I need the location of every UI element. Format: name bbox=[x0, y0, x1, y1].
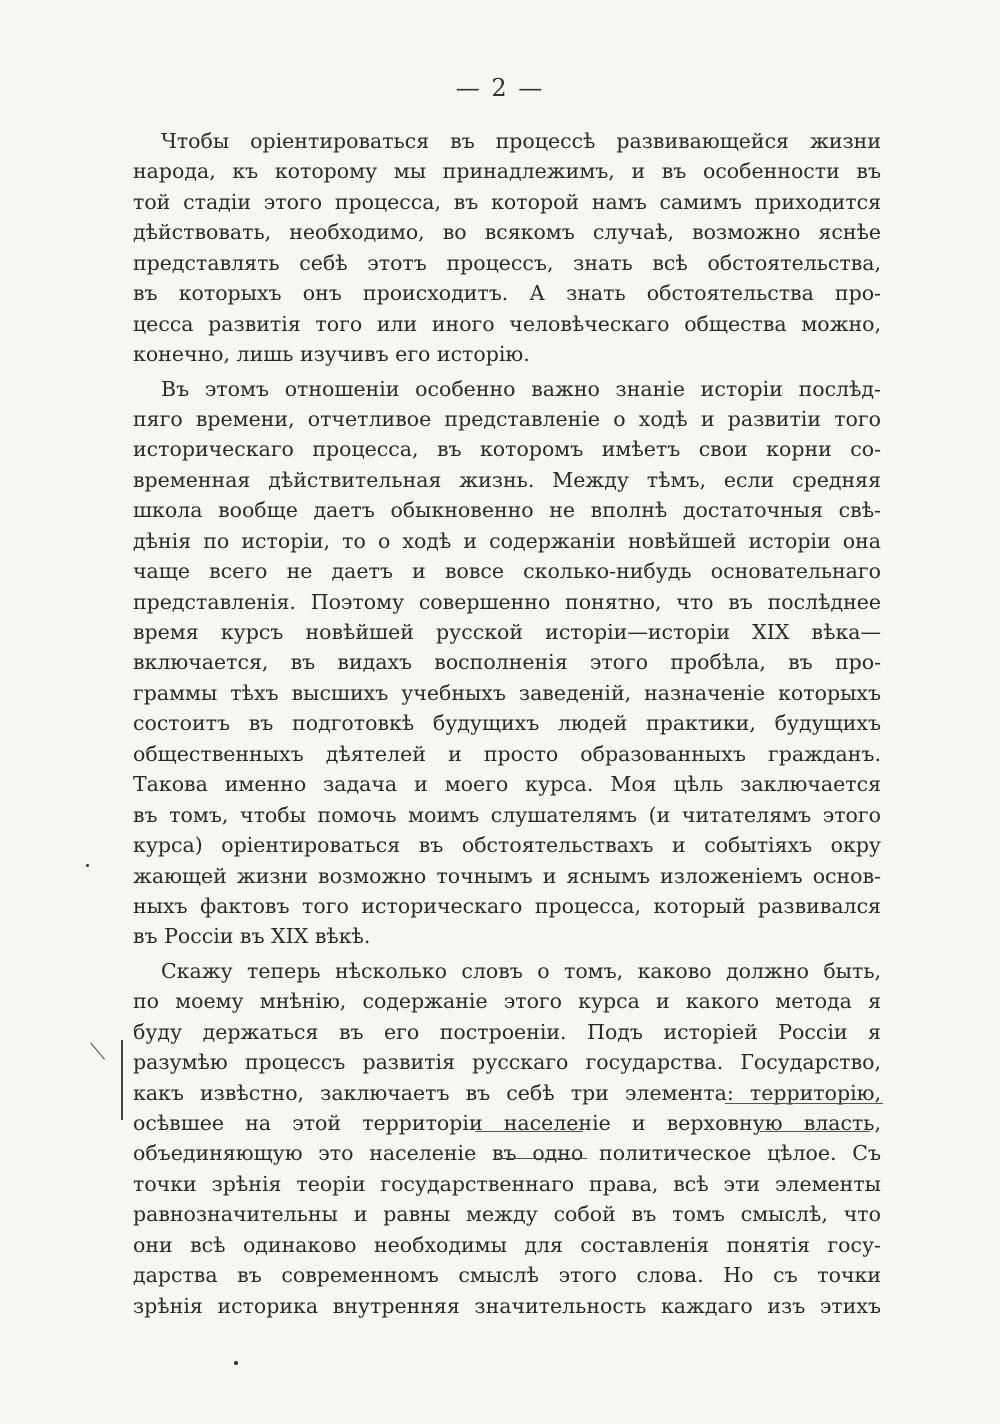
text-line: курса) оріентироваться въ обстоятельствахъ и событіяхъ окру bbox=[133, 833, 881, 858]
text-line: буду держаться въ его построеніи. Подъ исторіей Россіи я bbox=[133, 1019, 881, 1044]
margin-pencil-mark bbox=[121, 1040, 123, 1120]
text-line: жающей жизни возможно точнымъ и яснымъ изложеніемъ основ- bbox=[133, 863, 881, 888]
text-line: цесса развитія того или иного человѣческаго общества можно, bbox=[133, 311, 881, 336]
text-line: состоитъ въ подготовкѣ будущихъ людей практики, будущихъ bbox=[133, 711, 881, 736]
text-line: представлять себѣ этотъ процессъ, знать всѣ обстоятельства, bbox=[133, 250, 881, 275]
text-line: въ томъ, чтобы помочь моимъ слушателямъ (и читателямъ этого bbox=[133, 802, 881, 827]
text-line: Такова именно задача и моего курса. Моя цѣль заключается bbox=[133, 772, 881, 797]
paragraph-1 bbox=[133, 126, 881, 370]
text-line: той стадіи этого процесса, въ которой намъ самимъ приходится bbox=[133, 189, 881, 214]
text-line: зрѣнія историка внутренняя значительность каждаго изъ этихъ bbox=[133, 1293, 881, 1318]
scan-speck bbox=[86, 864, 89, 867]
text-line: время курсъ новѣйшей русской исторіи—исторіи XIX вѣка— bbox=[133, 620, 881, 644]
text-line: чаще всего не даетъ и вовсе сколько-нибудь основательнаго bbox=[133, 559, 881, 584]
text-line: въ Россіи въ XIX вѣкѣ. bbox=[133, 924, 371, 949]
paragraph-2 bbox=[133, 374, 881, 952]
body-text bbox=[133, 126, 881, 1321]
scan-speck bbox=[234, 1361, 238, 1365]
text-line: народа, къ которому мы принадлежимъ, и въ особенности въ bbox=[133, 159, 881, 184]
text-line: конечно, лишь изучивъ его исторію. bbox=[133, 342, 530, 367]
text-line: разумѣю процессъ развитія русскаго государства. Государство, bbox=[133, 1050, 881, 1075]
page-number: — 2 — bbox=[455, 74, 545, 102]
pencil-underline bbox=[497, 1158, 587, 1159]
pencil-underline bbox=[725, 1103, 883, 1104]
text-line: осѣвшее на этой территоріи населеніе и верховную власть, bbox=[133, 1111, 881, 1135]
text-line: дѣнія по исторіи, то о ходѣ и содержаніи новѣйшей исторіи она bbox=[133, 528, 881, 553]
text-line: объединяющую это населеніе въ одно политическое цѣлое. Съ bbox=[133, 1141, 881, 1166]
text-line: включается, въ видахъ восполненія этого пробѣла, въ про- bbox=[133, 650, 881, 675]
text-line: дѣйствовать, необходимо, во всякомъ случаѣ, возможно яснѣе bbox=[133, 220, 881, 245]
text-line: Въ этомъ отношеніи особенно важно знаніе исторіи послѣд- bbox=[161, 376, 881, 401]
pencil-underline bbox=[760, 1131, 870, 1132]
text-line: школа вообще даетъ обыкновенно не вполнѣ достаточныя свѣ- bbox=[133, 498, 881, 523]
text-line: по моему мнѣнію, содержаніе этого курса и какого метода я bbox=[133, 989, 881, 1014]
text-line: точки зрѣнія теоріи государственнаго права, всѣ эти элементы bbox=[133, 1171, 881, 1196]
text-line: временная дѣйствительная жизнь. Между тѣмъ, если средняя bbox=[133, 467, 881, 492]
text-line: пяго времени, отчетливое представленіе о ходѣ и развитіи того bbox=[133, 406, 881, 431]
text-line: какъ извѣстно, заключаетъ въ себѣ три элемента: территорію, bbox=[133, 1080, 881, 1105]
text-line: въ которыхъ онъ происходитъ. А знать обстоятельства про- bbox=[133, 281, 881, 306]
text-line: граммы тѣхъ высшихъ учебныхъ заведеній, назначеніе которыхъ bbox=[133, 680, 881, 705]
text-line: историческаго процесса, въ которомъ имѣетъ свои корни со- bbox=[133, 437, 881, 462]
text-line: Чтобы оріентироваться въ процессѣ развивающейся жизни bbox=[161, 129, 881, 153]
pencil-underline bbox=[475, 1131, 583, 1132]
text-line: равнозначительны и равны между собой въ томъ смыслѣ, что bbox=[133, 1202, 881, 1227]
text-line: общественныхъ дѣятелей и просто образованныхъ гражданъ. bbox=[133, 741, 881, 766]
text-line: дарства въ современномъ смыслѣ этого слова. Но съ точки bbox=[133, 1263, 881, 1288]
text-line: они всѣ одинаково необходимы для составленія понятія госу- bbox=[133, 1232, 881, 1257]
text-line: представленія. Поэтому совершенно понятно, что въ послѣднее bbox=[133, 589, 881, 614]
text-line: Скажу теперь нѣсколько словъ о томъ, каково должно быть, bbox=[161, 958, 881, 983]
paragraph-3 bbox=[133, 956, 881, 1321]
margin-pencil-mark bbox=[90, 1042, 105, 1059]
text-line: ныхъ фактовъ того историческаго процесса, который развивался bbox=[133, 893, 881, 918]
